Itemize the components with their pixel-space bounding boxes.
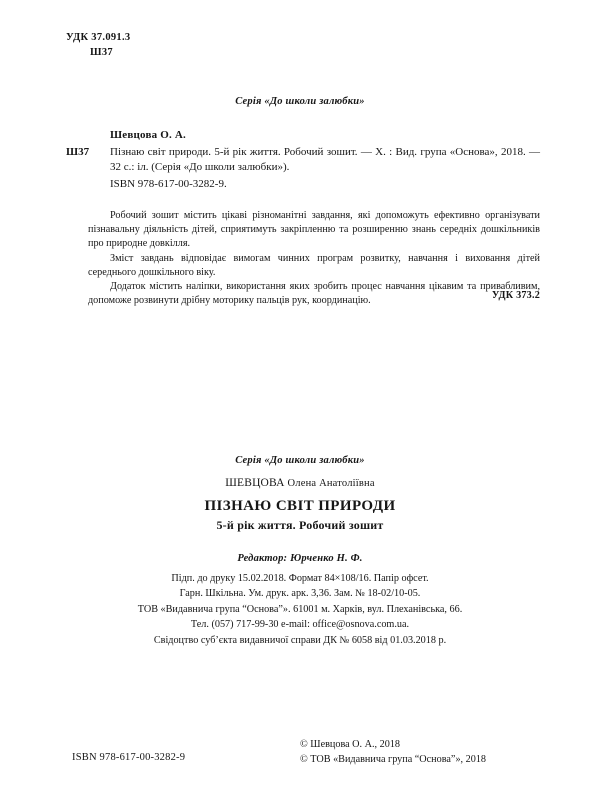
bib-author: Шевцова О. А. (110, 129, 187, 141)
bibliographic-record (66, 128, 540, 192)
series-label-imprint: Серія «До школи залюбки» (235, 455, 365, 466)
bib-description: Пізнаю світ природи. 5-й рік життя. Робочий зошит. — Х. : Вид. група «Основа», 2018. — 32 с.: іл. (Серія «До школи залюбки»). (110, 145, 540, 174)
annotation-paragraph: Додаток містить наліпки, використання яких зробить процес навчання цікавим та привабливим, допоможе розвинути дрібну моторику пальців рук, координацію. (88, 281, 540, 307)
editor-line: Редактор: Юрченко Н. Ф. (237, 553, 363, 564)
book-title: ПІЗНАЮ СВІТ ПРИРОДИ (204, 498, 396, 514)
tech-line-typeface: Гарн. Шкільна. Ум. друк. арк. 3,36. Зам. № 18-02/10-05. (179, 588, 421, 600)
tech-line-contact: Тел. (057) 717-99-30 e-mail: office@osnova.com.ua. (190, 619, 410, 631)
copyright-line-publisher: © ТОВ «Видавнича група “Основа”», 2018 (300, 753, 487, 765)
technical-details (0, 571, 600, 648)
tech-line-publisher-address: ТОВ «Видавнича група “Основа”». 61001 м. Харків, вул. Плеханівська, 66. (137, 603, 463, 615)
imprint-author-surname: ШЕВЦОВА (225, 477, 285, 489)
bib-body (66, 145, 540, 176)
bib-code: Ш37 (66, 145, 90, 158)
udc-number: УДК 37.091.3 (66, 32, 131, 43)
author-sign-code: Ш37 (90, 47, 113, 58)
tech-line-print-date: Підп. до друку 15.02.2018. Формат 84×108/16. Папір офсет. (171, 573, 429, 584)
annotation-paragraph: Зміст завдань відповідає вимогам чинних програм розвитку, навчання і виховання дітей середнього дошкільного віку. (88, 252, 540, 278)
footer-isbn: ISBN 978-617-00-3282-9 (72, 752, 186, 763)
series-label-top: Серія «До школи залюбки» (235, 96, 365, 107)
book-subtitle: 5-й рік життя. Робочий зошит (216, 518, 384, 532)
tech-line-certificate: Свідоцтво суб’єкта видавничої справи ДК № 6058 від 01.03.2018 р. (153, 634, 447, 646)
bib-isbn: ISBN 978-617-00-3282-9. (110, 177, 227, 190)
udc-block (66, 30, 130, 60)
copyright-line-author: © Шевцова О. А., 2018 (300, 739, 401, 750)
footer-copyright (300, 738, 486, 767)
imprint-author-given: Олена Анатоліївна (287, 478, 375, 489)
annotation-paragraph: Робочий зошит містить цікаві різноманітні завдання, які допоможуть ефективно організувати пізнавальну діяльність дітей, сприятимуть закріпленню та розширенню знань середніх дошкільників про природне довкілля. (88, 210, 540, 250)
udc-secondary: УДК 373.2 (491, 290, 540, 301)
imprint-author (0, 477, 600, 489)
